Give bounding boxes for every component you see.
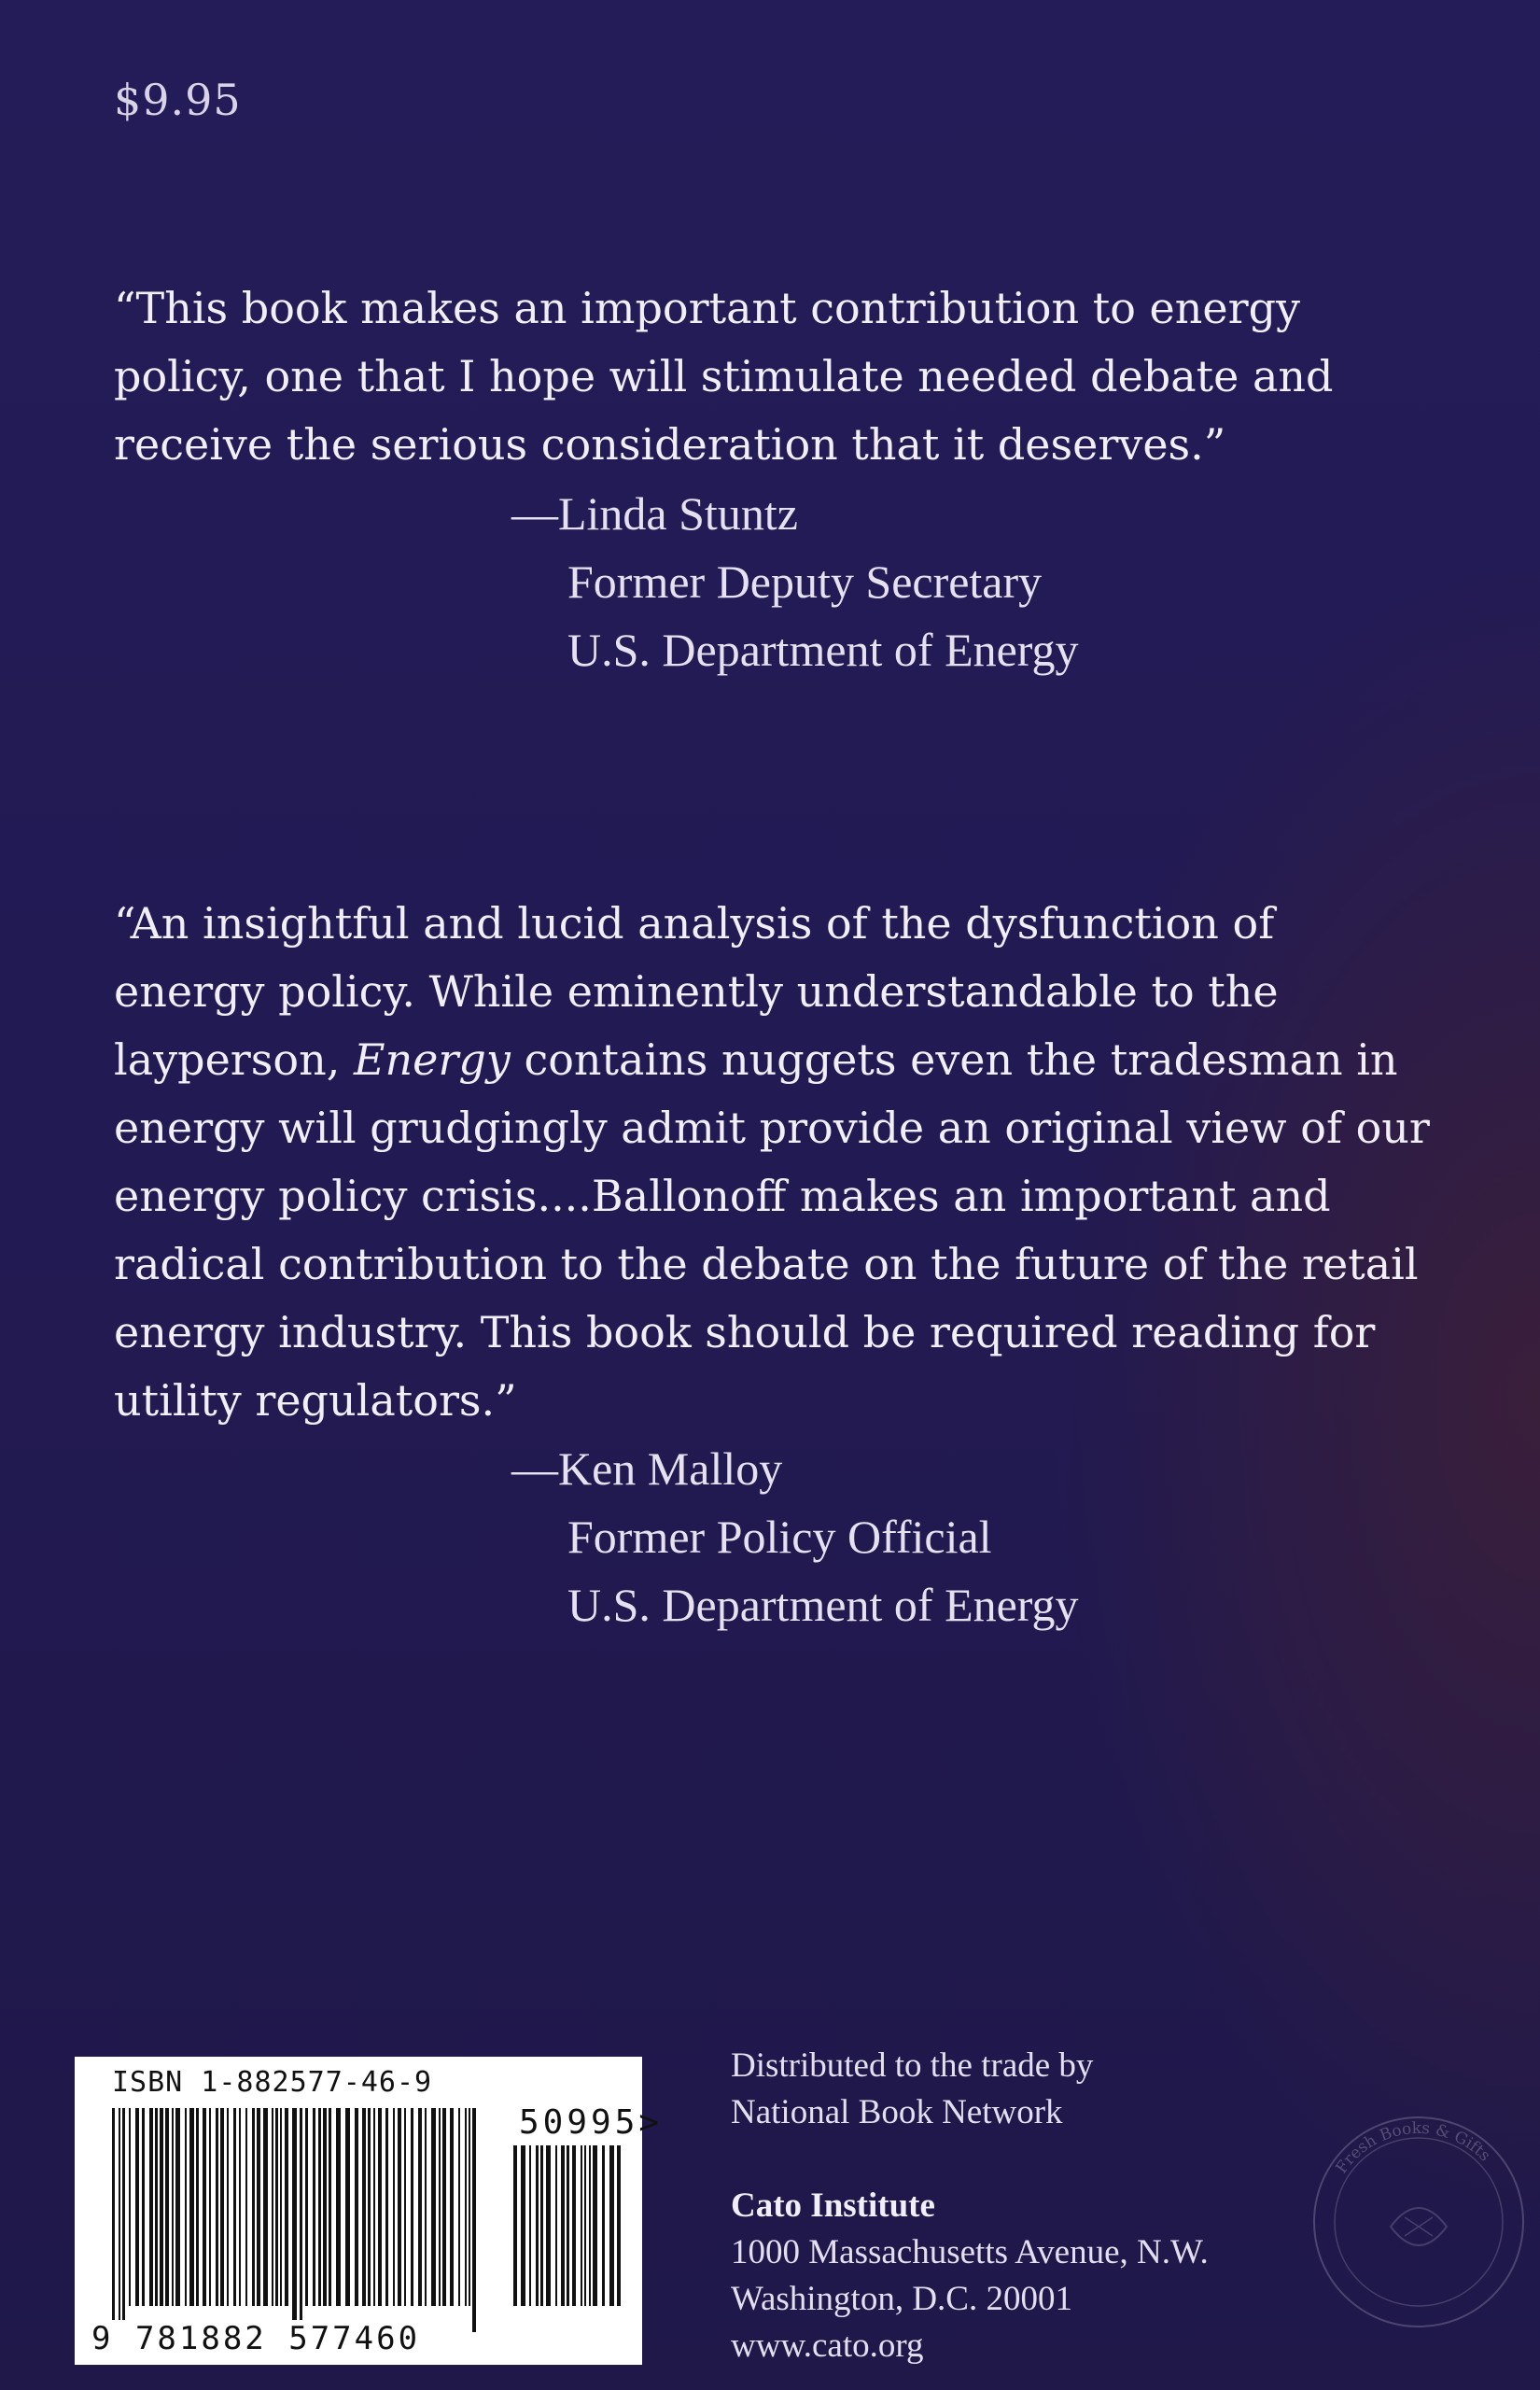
barcode-bar	[122, 2108, 125, 2332]
price-label: $9.95	[114, 75, 242, 125]
barcode-bar	[329, 2108, 331, 2306]
svg-text:Fresh Books & Gifts	[1332, 2119, 1493, 2177]
quote-2-line-3-start: layperson,	[114, 1034, 341, 1085]
isbn-number: ISBN 1-882577-46-9	[112, 2066, 433, 2099]
barcode-bar	[336, 2108, 341, 2306]
barcode-bar	[185, 2108, 187, 2306]
barcode-bar	[155, 2108, 158, 2306]
distribution-info	[731, 2043, 1093, 2136]
barcode-bar	[233, 2108, 236, 2306]
barcode-bar	[472, 2108, 476, 2332]
barcode-bar	[529, 2145, 531, 2306]
barcode-bar	[398, 2108, 401, 2306]
barcode-bar	[239, 2108, 241, 2306]
barcode-bar	[362, 2108, 366, 2306]
barcode-bar	[142, 2108, 145, 2306]
barcode-panel	[75, 2057, 664, 2365]
quote-1	[114, 274, 1458, 479]
quote-2-line-8: utility regulators.”	[114, 1375, 517, 1426]
bookstore-stamp-icon	[1302, 2105, 1535, 2339]
barcode-bar	[160, 2108, 163, 2306]
barcode-bar	[272, 2108, 273, 2306]
quote-1-attribution	[511, 480, 1079, 684]
attribution-organization: U.S. Department of Energy	[567, 1579, 1079, 1631]
attribution-name: —Ken Malloy	[511, 1442, 783, 1495]
barcode-bar	[513, 2145, 517, 2306]
quote-1-line-1: “This book makes an important contribution to energy	[114, 283, 1301, 333]
barcode-bar	[521, 2145, 525, 2306]
barcode-bar	[617, 2145, 621, 2306]
attribution-organization: U.S. Department of Energy	[567, 624, 1079, 676]
publisher-address-1: 1000 Massachusetts Avenue, N.W.	[731, 2233, 1209, 2271]
barcode-bar	[425, 2108, 427, 2306]
barcode-bar	[593, 2145, 597, 2306]
quote-2-line-2: energy policy. While eminently understandable to the	[114, 966, 1279, 1017]
attribution-name: —Linda Stuntz	[511, 487, 798, 540]
barcode-bar	[129, 2108, 131, 2306]
barcode-bar	[119, 2108, 120, 2332]
barcode-bar	[216, 2108, 218, 2306]
barcode-bar	[189, 2108, 194, 2306]
publisher-name: Cato Institute	[731, 2186, 935, 2225]
quote-2-line-4: energy will grudgingly admit provide an original view of our	[114, 1103, 1430, 1153]
attribution-title: Former Deputy Secretary	[567, 555, 1043, 608]
barcode-bar	[404, 2108, 406, 2306]
barcode-bar	[555, 2145, 557, 2306]
barcode-bar	[196, 2108, 199, 2306]
barcode-bar	[431, 2108, 436, 2306]
barcode-bar	[112, 2108, 115, 2332]
barcode-bar	[318, 2108, 321, 2306]
quote-1-line-3: receive the serious consideration that it deserves.”	[114, 419, 1226, 470]
barcode-bar	[567, 2145, 569, 2306]
barcode-bar	[313, 2108, 315, 2306]
barcode-bar	[602, 2145, 605, 2306]
publisher-address-2: Washington, D.C. 20001	[731, 2280, 1072, 2318]
ean-number: 9 781882 577460	[91, 2320, 421, 2357]
barcode-bar	[209, 2108, 211, 2306]
quote-2	[114, 890, 1458, 1435]
barcode-bar	[561, 2145, 565, 2306]
barcode-bar	[465, 2108, 467, 2306]
attribution-title: Former Policy Official	[567, 1511, 992, 1563]
barcode-bar	[378, 2108, 382, 2306]
barcode-bar	[172, 2108, 174, 2306]
barcode-bar	[536, 2145, 539, 2306]
quote-2-line-7: energy industry. This book should be required reading for	[114, 1307, 1376, 1357]
barcode-bar	[450, 2108, 454, 2306]
quote-2-line-1: “An insightful and lucid analysis of the dysfunction of	[114, 898, 1275, 949]
barcode-bar	[469, 2108, 470, 2306]
quote-2-line-6: radical contribution to the debate on the future of the retail	[114, 1239, 1419, 1289]
publisher-website: www.cato.org	[731, 2327, 924, 2365]
barcode-addon-number: 50995>	[519, 2103, 664, 2142]
barcode-bar	[572, 2145, 576, 2306]
barcode-bar	[257, 2108, 260, 2306]
barcode-bar	[149, 2108, 153, 2306]
barcode-bar	[345, 2108, 350, 2306]
barcode-bar	[245, 2108, 247, 2306]
barcode-bar	[439, 2108, 441, 2306]
barcode-bar	[373, 2108, 375, 2306]
barcode-bar	[285, 2108, 288, 2306]
barcode-bar	[280, 2108, 282, 2306]
barcode-bar	[227, 2108, 229, 2306]
barcode-bar	[165, 2108, 169, 2306]
barcode-bar	[442, 2108, 446, 2306]
barcode-bar	[589, 2145, 591, 2306]
barcode-bar	[609, 2145, 614, 2306]
barcode-bar	[175, 2108, 180, 2306]
quote-2-line-5: energy policy crisis....Ballonoff makes an important and	[114, 1171, 1331, 1221]
publisher-info	[731, 2183, 1209, 2369]
barcode-bar	[355, 2108, 358, 2306]
distribution-line-1: Distributed to the trade by	[731, 2046, 1094, 2085]
quote-1-line-2: policy, one that I hope will stimulate needed debate and	[114, 351, 1334, 401]
stamp-text: Fresh Books & Gifts	[1332, 2118, 1494, 2177]
barcode-bar	[540, 2145, 543, 2306]
barcode-bar	[546, 2145, 551, 2306]
barcode-bar	[300, 2108, 302, 2332]
barcode-bar	[263, 2108, 268, 2306]
barcode-bar	[584, 2145, 586, 2306]
quote-2-attribution	[511, 1435, 1079, 1639]
barcode-icon	[112, 2108, 485, 2332]
barcode-bar	[393, 2108, 395, 2306]
barcode-bar	[458, 2108, 460, 2306]
quote-2-line-3	[114, 1026, 1458, 1094]
barcode-bar	[203, 2108, 206, 2306]
book-title-italic: Energy	[353, 1034, 511, 1085]
barcode-bar	[220, 2108, 224, 2306]
barcode-bar	[305, 2108, 308, 2306]
barcode-bar	[135, 2108, 139, 2306]
barcode-addon-icon	[513, 2145, 625, 2332]
barcode-bar	[252, 2108, 255, 2306]
barcode-bar	[581, 2145, 582, 2306]
barcode-bar	[368, 2108, 371, 2306]
barcode-bar	[418, 2108, 422, 2306]
barcode-bar	[275, 2108, 278, 2306]
barcode-bar	[411, 2108, 413, 2306]
distribution-line-2: National Book Network	[731, 2093, 1063, 2131]
quote-2-line-3-end: contains nuggets even the tradesman in	[524, 1034, 1398, 1085]
barcode-bar	[323, 2108, 327, 2306]
barcode-bar	[292, 2108, 297, 2332]
barcode-bar	[385, 2108, 388, 2306]
